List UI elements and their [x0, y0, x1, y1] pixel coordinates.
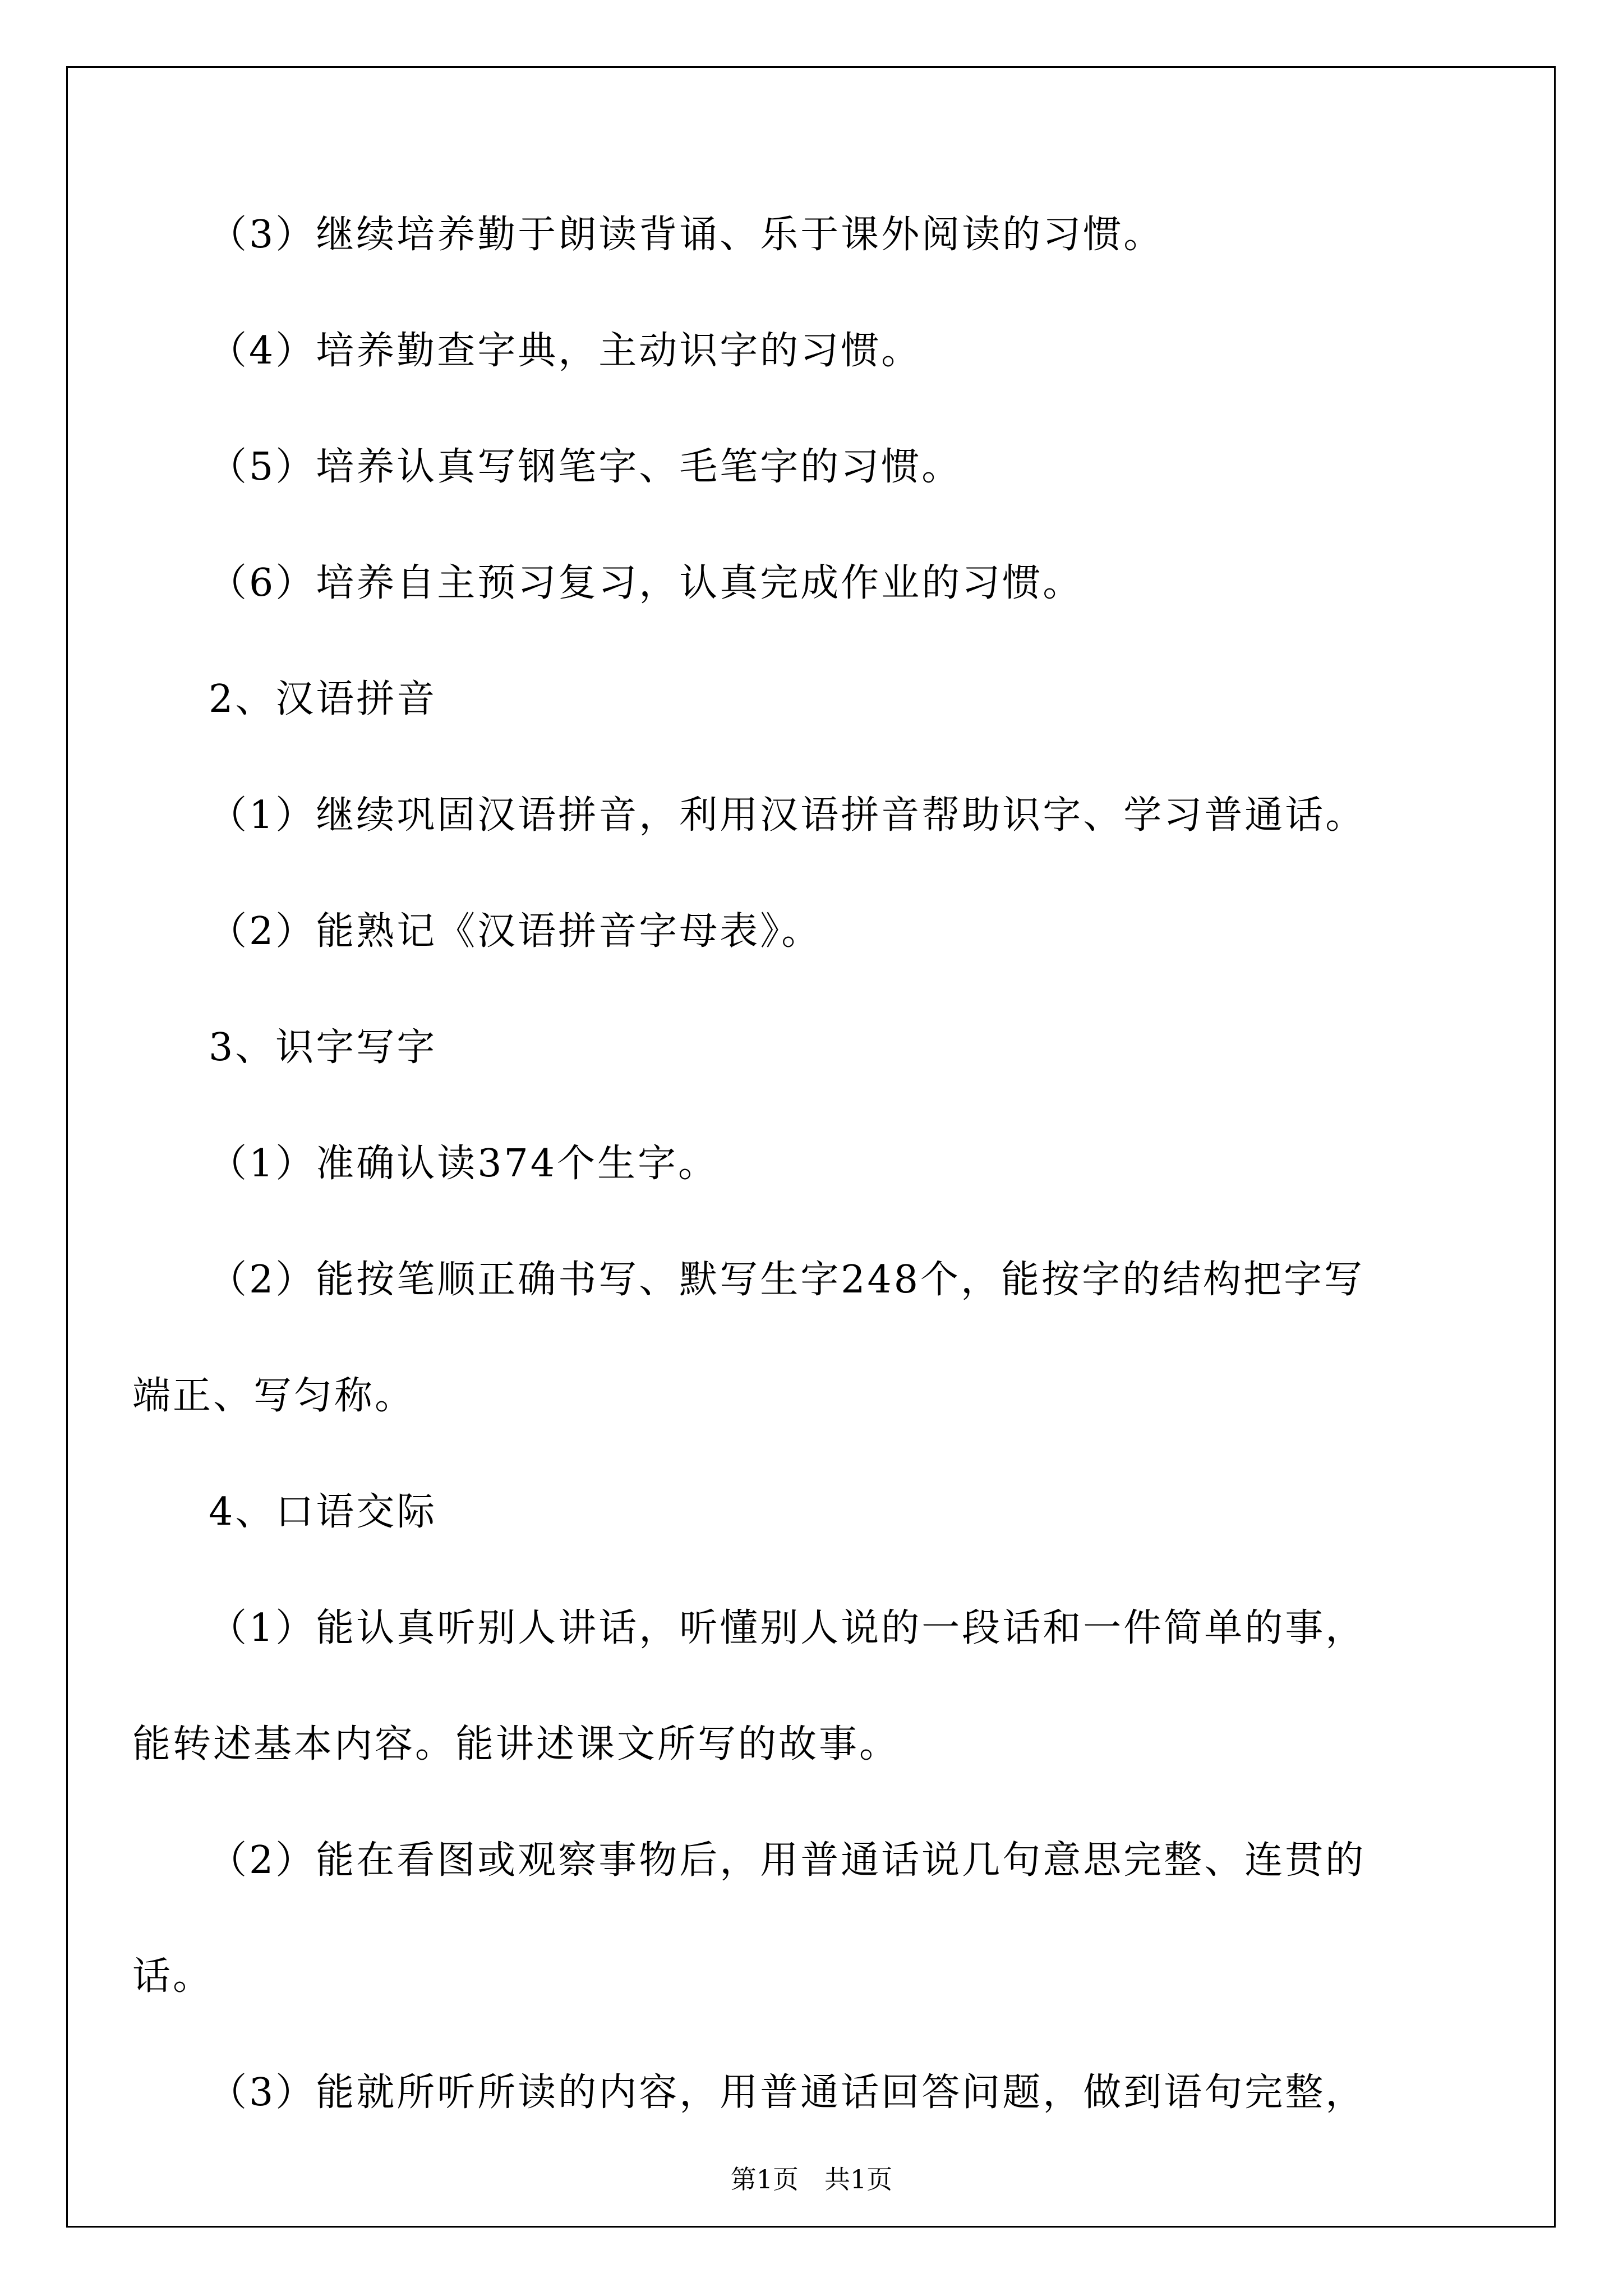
paragraph: （1）准确认读374个生字。	[209, 1142, 719, 1186]
paragraph-multiline	[132, 1258, 1428, 1418]
paragraph-multiline	[132, 1838, 1428, 1999]
paragraph-line: （1）能认真听别人讲话，听懂别人说的一段话和一件简单的事，	[209, 1606, 1366, 1650]
paragraph-line: （2）能按笔顺正确书写、默写生字248个，能按字的结构把字写	[209, 1258, 1365, 1302]
paragraph-line: 话。	[132, 1954, 214, 1999]
paragraph: （2）能熟记《汉语拼音字母表》。	[209, 909, 822, 954]
section-heading: 3、识字写字	[209, 1025, 437, 1070]
paragraph-multiline	[132, 1606, 1428, 1766]
section-heading: 2、汉语拼音	[209, 677, 437, 721]
paragraph-line: （2）能在看图或观察事物后，用普通话说几句意思完整、连贯的	[209, 1838, 1366, 1883]
paragraph: （6）培养自主预习复习，认真完成作业的习惯。	[209, 561, 1083, 605]
page-footer	[0, 2165, 1623, 2193]
paragraph: （5）培养认真写钢笔字、毛笔字的习惯。	[209, 445, 962, 489]
paragraph-line: 能转述基本内容。能讲述课文所写的故事。	[132, 1722, 900, 1766]
paragraph: （3）继续培养勤于朗读背诵、乐于课外阅读的习惯。	[209, 213, 1164, 257]
paragraph: （1）继续巩固汉语拼音，利用汉语拼音帮助识字、学习普通话。	[209, 793, 1366, 838]
section-heading: 4、口语交际	[209, 1490, 437, 1534]
document-body	[132, 213, 1428, 2190]
paragraph: （3）能就所听所读的内容，用普通话回答问题，做到语句完整，	[209, 2070, 1366, 2115]
paragraph-line: 端正、写匀称。	[132, 1374, 416, 1418]
page-number: 第1页	[730, 2164, 799, 2194]
page-total: 共1页	[824, 2164, 893, 2194]
paragraph: （4）培养勤查字典，主动识字的习惯。	[209, 329, 922, 373]
